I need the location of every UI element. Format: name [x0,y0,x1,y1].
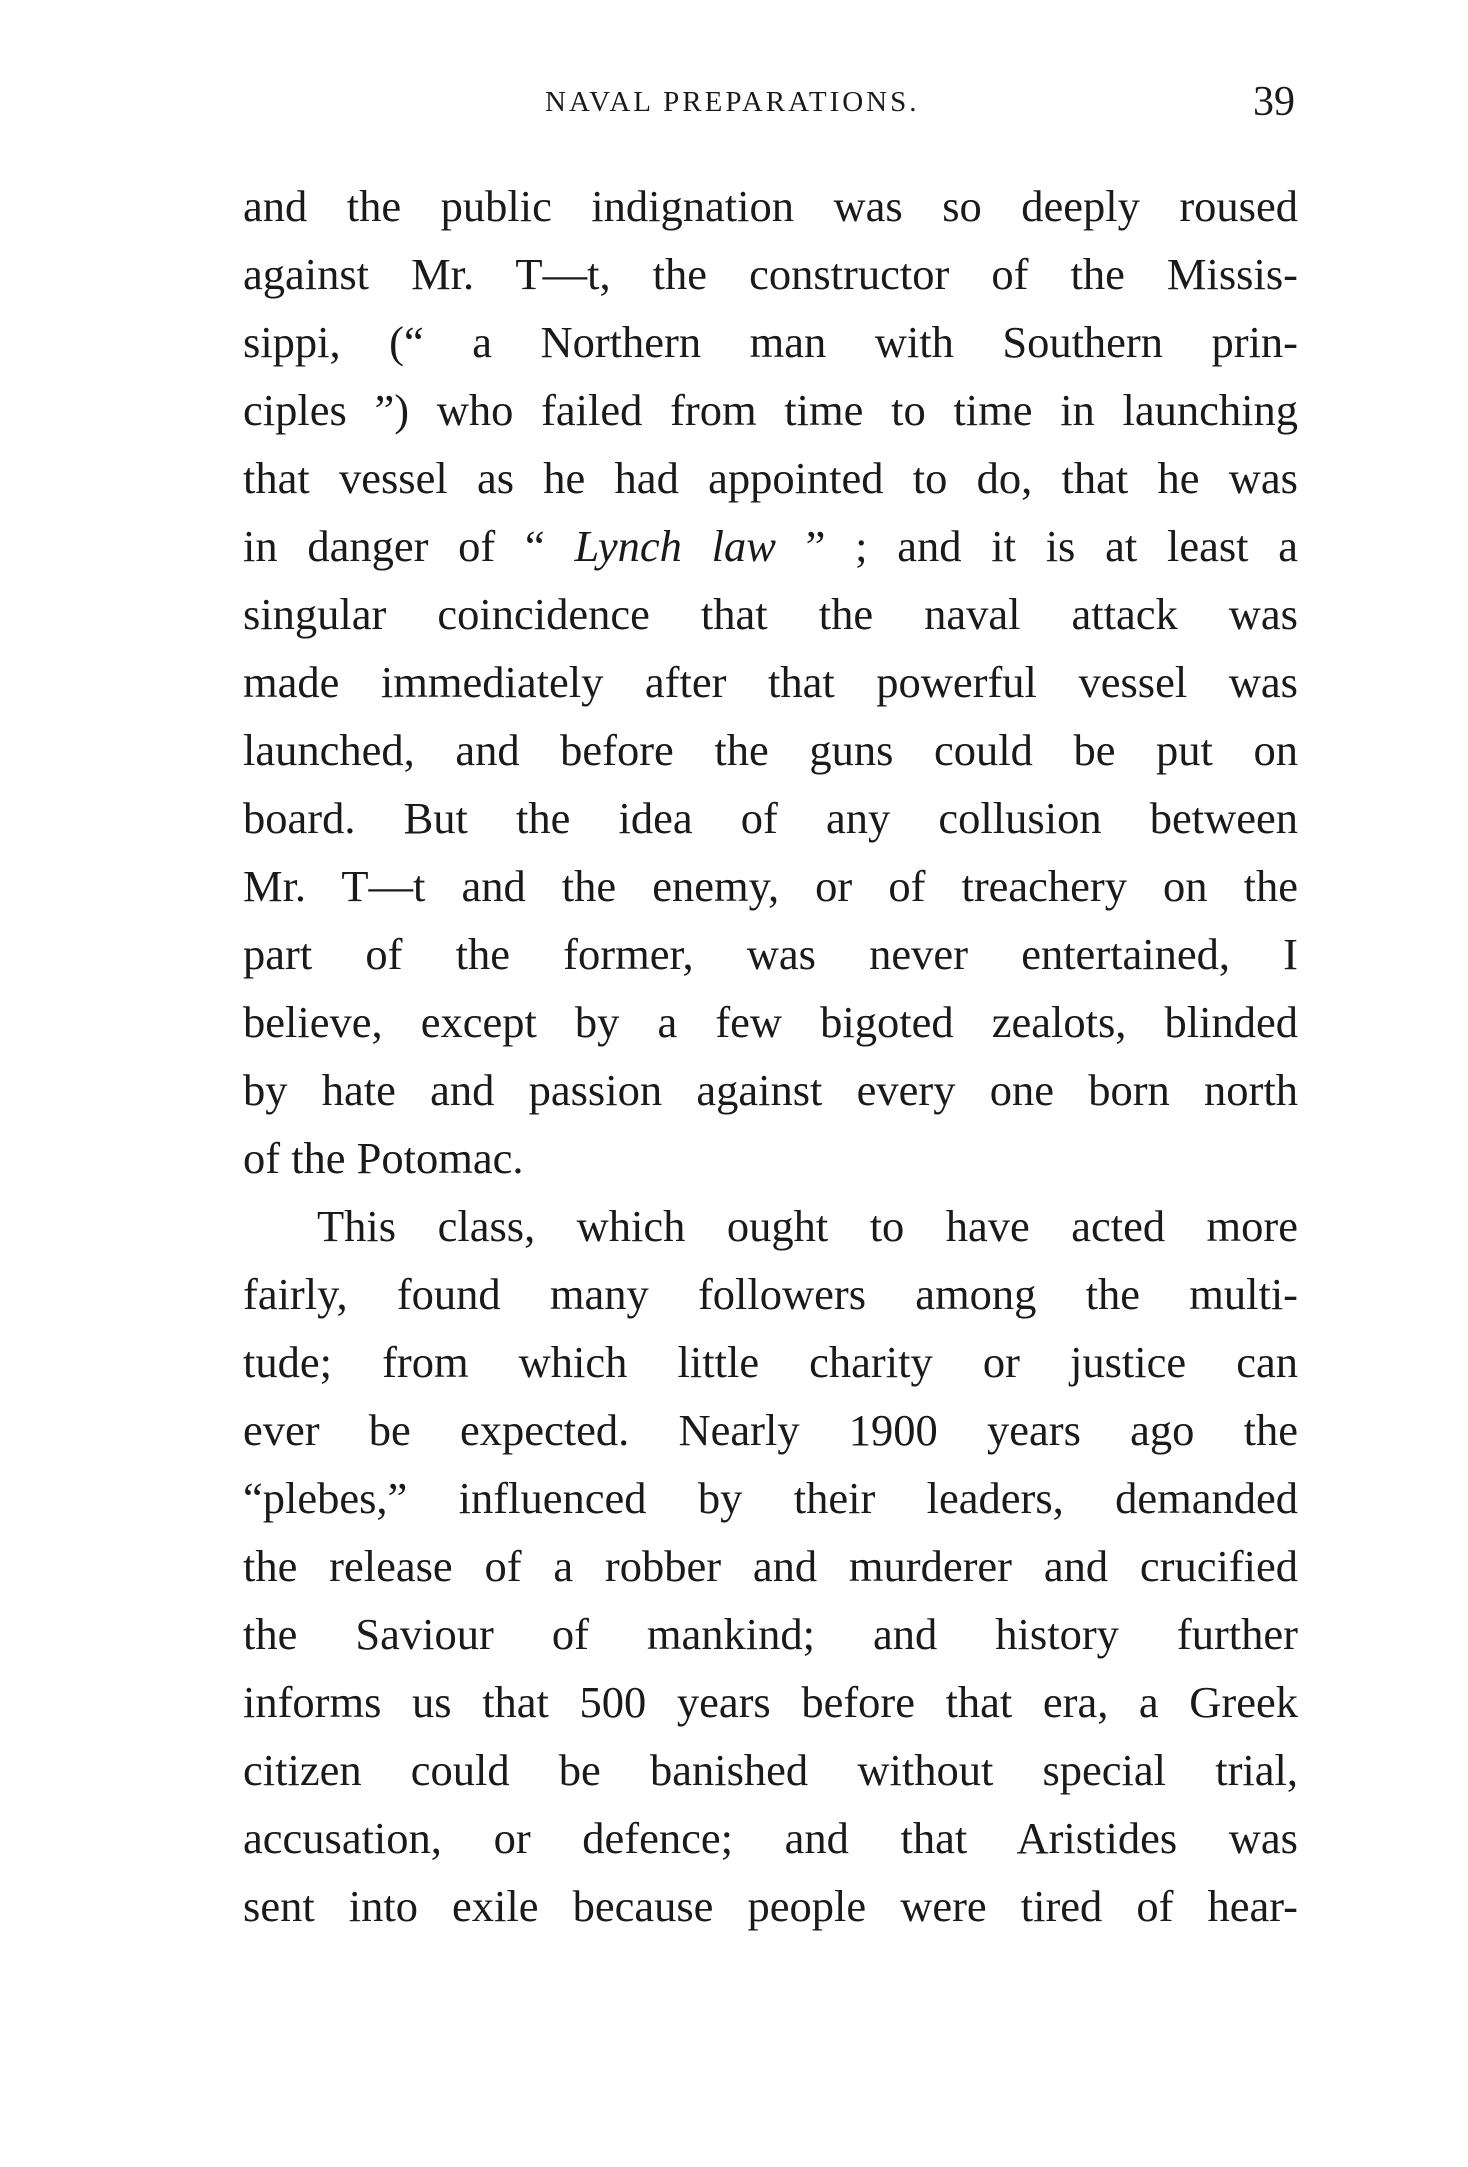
text-line: sent into exile because people were tired of hear- [243,1881,1298,1931]
italic-phrase: Lynch law [574,521,776,571]
text-run: ” ; and it is at least a [775,521,1298,571]
text-line: launched, and before the guns could be put on [243,725,1298,775]
text-line: of the Potomac. [243,1133,524,1183]
text-line [243,512,1298,580]
text-line: informs us that 500 years before that era, a Greek [243,1677,1298,1727]
text-line: the Saviour of mankind; and history further [243,1609,1298,1659]
text-line: sippi, (“ a Northern man with Southern prin- [243,317,1298,367]
text-line: believe, except by a few bigoted zealots, blinded [243,997,1298,1047]
text-line: tude; from which little charity or justice can [243,1337,1298,1387]
running-head [245,78,1295,128]
paragraph [243,1192,1298,1940]
text-line: by hate and passion against every one born north [243,1065,1298,1115]
paragraph [243,172,1298,1192]
text-line: against Mr. T—t, the constructor of the Missis- [243,249,1298,299]
text-line: part of the former, was never entertained, I [243,929,1298,979]
text-line: fairly, found many followers among the multi- [243,1269,1298,1319]
text-line: Mr. T—t and the enemy, or of treachery on the [243,861,1298,911]
text-run: in danger of “ [243,521,575,571]
text-line: that vessel as he had appointed to do, that he was [243,453,1298,503]
text-line: “plebes,” influenced by their leaders, demanded [243,1473,1298,1523]
body-text [243,172,1298,1940]
text-line: board. But the idea of any collusion between [243,793,1298,843]
text-line: the release of a robber and murderer and crucified [243,1541,1298,1591]
text-line: ever be expected. Nearly 1900 years ago the [243,1405,1298,1455]
text-line: made immediately after that powerful vessel was [243,657,1298,707]
text-line: citizen could be banished without special trial, [243,1745,1298,1795]
text-line: This class, which ought to have acted more [317,1201,1298,1251]
text-line: singular coincidence that the naval attack was [243,589,1298,639]
running-title: NAVAL PREPARATIONS. [545,86,920,118]
page-number: 39 [1253,79,1295,125]
text-line: ciples ”) who failed from time to time in launching [243,385,1298,435]
text-line: accusation, or defence; and that Aristides was [243,1813,1298,1863]
text-line: and the public indignation was so deeply roused [243,181,1298,231]
